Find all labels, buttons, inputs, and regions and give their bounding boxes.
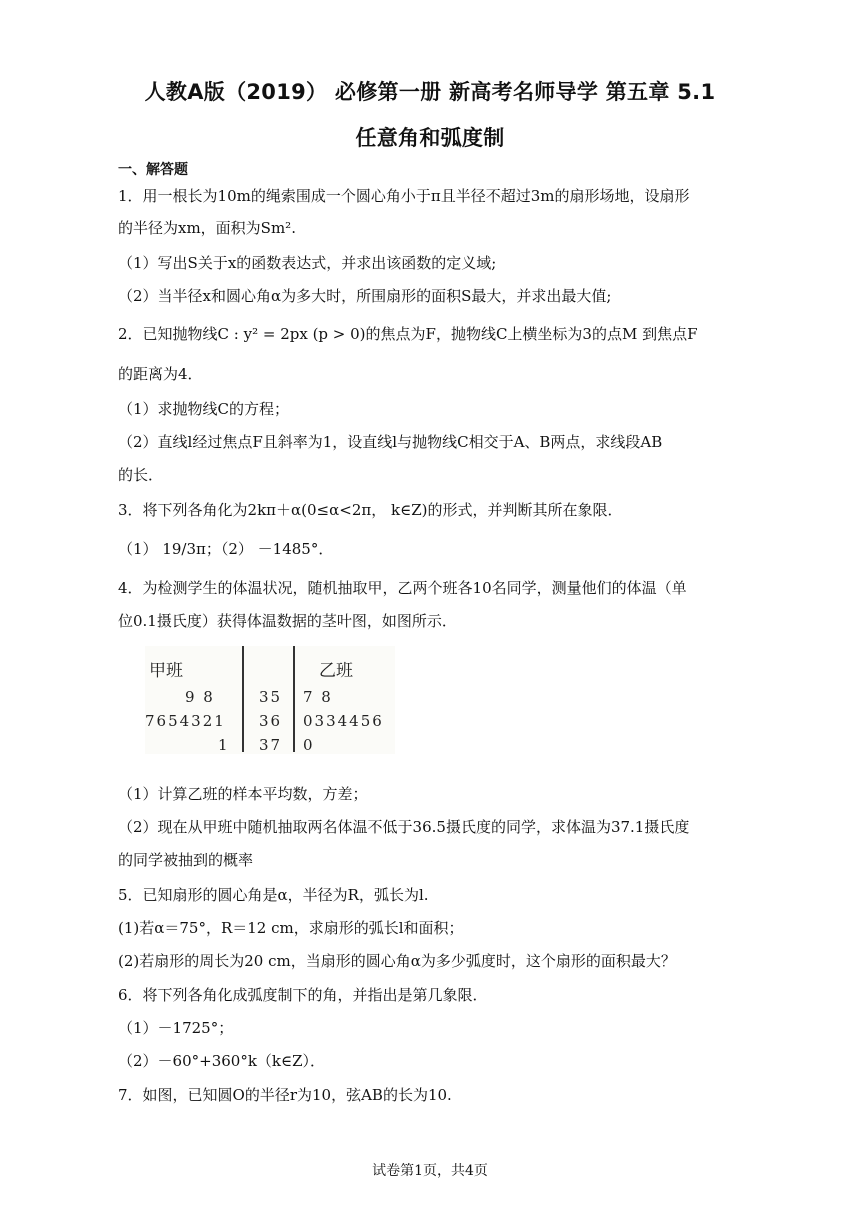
q6-line1: 6．将下列各角化成弧度制下的角，并指出是第几象限． [118, 986, 488, 1004]
q2-part2-cont: 的长． [118, 466, 164, 484]
q5-part2: (2)若扇形的周长为20 cm，当扇形的圆心角α为多少弧度时，这个扇形的面积最大？ [118, 952, 676, 970]
page-title-line1: 人教A版（2019） 必修第一册 新高考名师导学 第五章 5.1 [144, 80, 716, 104]
stem-leaf-divider-left [242, 646, 244, 752]
q1-part2: （2）当半径x和圆心角α为多大时，所围扇形的面积S最大，并求出最大值; [118, 287, 612, 305]
stem-leaf-row-stem: 36 [259, 712, 283, 730]
stem-leaf-right-header: 乙班 [319, 661, 353, 681]
stem-leaf-row-stem: 35 [259, 688, 283, 706]
q1-part1: （1）写出S关于x的函数表达式，并求出该函数的定义域; [118, 254, 497, 272]
page-footer: 试卷第1页，共4页 [372, 1163, 488, 1179]
q2-line2: 的距离为4． [118, 365, 203, 383]
q1-line1: 1．用一根长为10m的绳索围成一个圆心角小于π且半径不超过3m的扇形场地，设扇形 [118, 187, 690, 205]
stem-leaf-row-right: 0334456 [303, 712, 384, 730]
section-title: 一、解答题 [118, 162, 188, 178]
q4-part2: （2）现在从甲班中随机抽取两名体温不低于36.5摄氏度的同学，求体温为37.1摄氏度 [118, 818, 690, 836]
q6-part1: （1）－1725°； [118, 1019, 234, 1037]
q3-parts: （1） 19/3π；（2） －1485°． [118, 540, 334, 558]
q5-part1: (1)若α＝75°，R＝12 cm，求扇形的弧长l和面积； [118, 919, 464, 937]
q4-part2-cont: 的同学被抽到的概率 [118, 851, 254, 869]
page-title-line2: 任意角和弧度制 [355, 126, 505, 150]
q4-part1: （1）计算乙班的样本平均数，方差； [118, 785, 368, 803]
stem-leaf-row-left: 1 [218, 736, 230, 754]
q3-line1: 3．将下列各角化为2kπ＋α(0≤α<2π， k∈Z)的形式，并判断其所在象限． [118, 501, 623, 519]
q4-line2: 位0.1摄氏度）获得体温数据的茎叶图，如图所示． [118, 612, 457, 630]
q1-line2: 的半径为xm，面积为Sm². [118, 219, 296, 237]
q5-line1: 5．已知扇形的圆心角是α，半径为R，弧长为l. [118, 886, 429, 904]
q2-part2: （2）直线l经过焦点F且斜率为1，设直线l与抛物线C相交于A、B两点，求线段AB [118, 433, 663, 451]
q6-part2: （2）－60°+360°k（k∈Z）． [118, 1052, 326, 1070]
stem-leaf-row-right: 0 [303, 736, 315, 754]
q4-line1: 4．为检测学生的体温状况，随机抽取甲，乙两个班各10名同学，测量他们的体温（单 [118, 579, 687, 597]
stem-leaf-plot [145, 646, 395, 754]
stem-leaf-left-header: 甲班 [149, 661, 183, 681]
q2-line1: 2．已知抛物线C : y² = 2px (p > 0)的焦点为F，抛物线C上横坐标为3的点M 到焦点F [118, 325, 698, 343]
stem-leaf-divider-right [293, 646, 295, 752]
stem-leaf-row-stem: 37 [259, 736, 283, 754]
q7-line1: 7．如图，已知圆O的半径r为10，弦AB的长为10. [118, 1086, 452, 1104]
stem-leaf-row-left: 9 8 [185, 688, 215, 706]
q2-part1: （1）求抛物线C的方程； [118, 400, 290, 418]
stem-leaf-row-right: 7 8 [303, 688, 333, 706]
stem-leaf-row-left: 7654321 [145, 712, 226, 730]
